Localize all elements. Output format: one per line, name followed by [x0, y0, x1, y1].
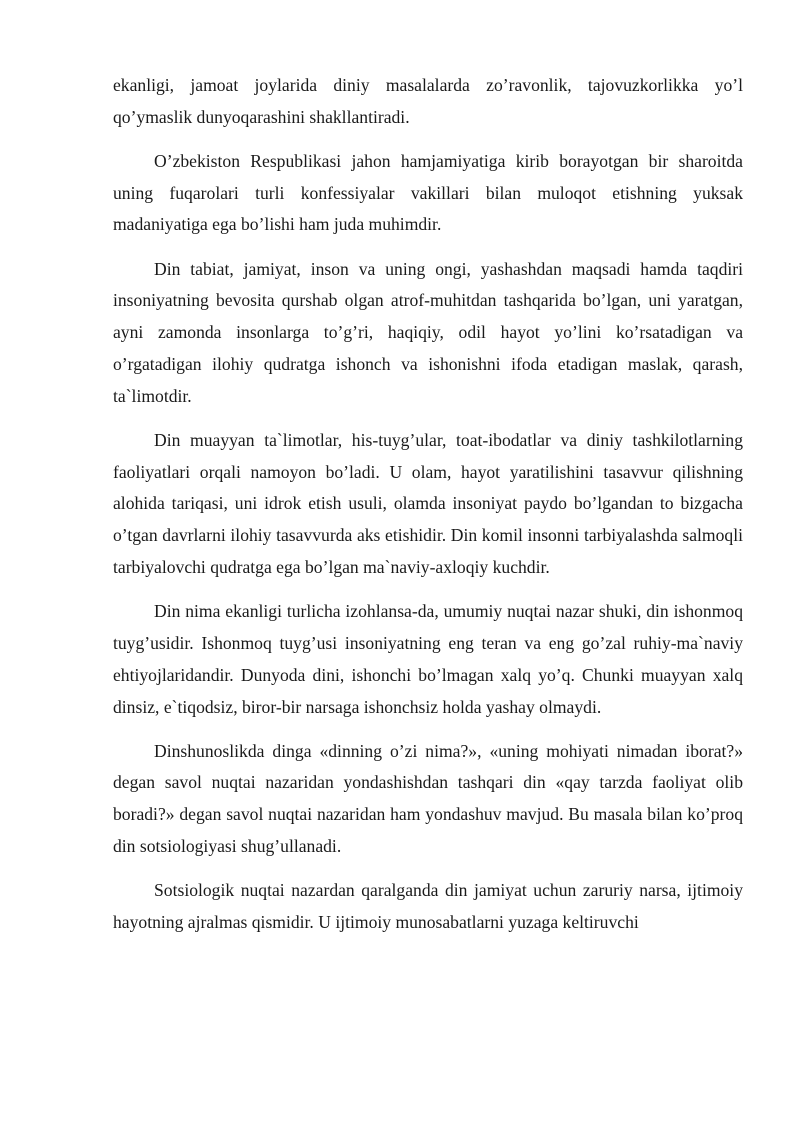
paragraph-5: Din nima ekanligi turlicha izohlansa-da, umumiy nuqtai nazar shuki, din ishonmoq tuyg’usidir. Ishonmoq tuyg’usi insoniyatning eng teran va eng go’zal ruhiy-ma`naviy ehtiyojlaridandir. Dunyoda dini, ishonchi bo’lmagan xalq yo’q. Chunki muayyan xalq dinsiz, e`tiqodsiz, biror-bir narsaga ishonchsiz holda yashay olmaydi.: [113, 601, 743, 717]
paragraph-4: Din muayyan ta`limotlar, his-tuyg’ular, toat-ibodatlar va diniy tashkilotlarning faoliyatlari orqali namoyon bo’ladi. U olam, hayot yaratilishini tasavvur qilishning alohida tariqasi, uni idrok etish usuli, olamda insoniyat paydo bo’lgandan to bizgacha o’tgan davrlarni ilohiy tasavvurda aks etishidir. Din komil insonni tarbiyalashda salmoqli tarbiyalovchi qudratga ega bo’lgan ma`naviy-axloqiy kuchdir.: [113, 429, 743, 578]
paragraph-1: ekanligi, jamoat joylarida diniy masalalarda zo’ravonlik, tajovuzkorlikka yo’l qo’ymaslik dunyoqarashini shakllantiradi.: [113, 75, 743, 127]
paragraph-3: Din tabiat, jamiyat, inson va uning ongi, yashashdan maqsadi hamda taqdiri insoniyatning bevosita qurshab olgan atrof-muhitdan tashqarida bo’lgan, uni yaratgan, ayni zamonda insonlarga to’g’ri, haqiqiy, odil hayot yo’lini ko’rsatadigan va o’rgatadigan ilohiy qudratga ishonch va ishonishni ifoda etadigan maslak, qarash, ta`limotdir.: [113, 258, 743, 406]
paragraph-7: Sotsiologik nuqtai nazardan qaralganda din jamiyat uchun zaruriy narsa, ijtimoiy hayotning ajralmas qismidir. U ijtimoiy munosabatlarni yuzaga keltiruvchi: [113, 880, 743, 932]
paragraph-2: O’zbekiston Respublikasi jahon hamjamiyatiga kirib borayotgan bir sharoitda uning fuqarolari turli konfessiyalar vakillari bilan muloqot etishning yuksak madaniyatiga ega bo’lishi ham juda muhimdir.: [113, 150, 743, 235]
paragraph-6: Dinshunoslikda dinga «dinning o’zi nima?», «uning mohiyati nimadan iborat?» degan savol nuqtai nazaridan yondashishdan tashqari din «qay tarzda faoliyat olib boradi?» degan savol nuqtai nazaridan ham yondashuv mavjud. Bu masala bilan ko’proq din sotsiologiyasi shug’ullanadi.: [113, 740, 743, 857]
document-page: [113, 70, 743, 951]
